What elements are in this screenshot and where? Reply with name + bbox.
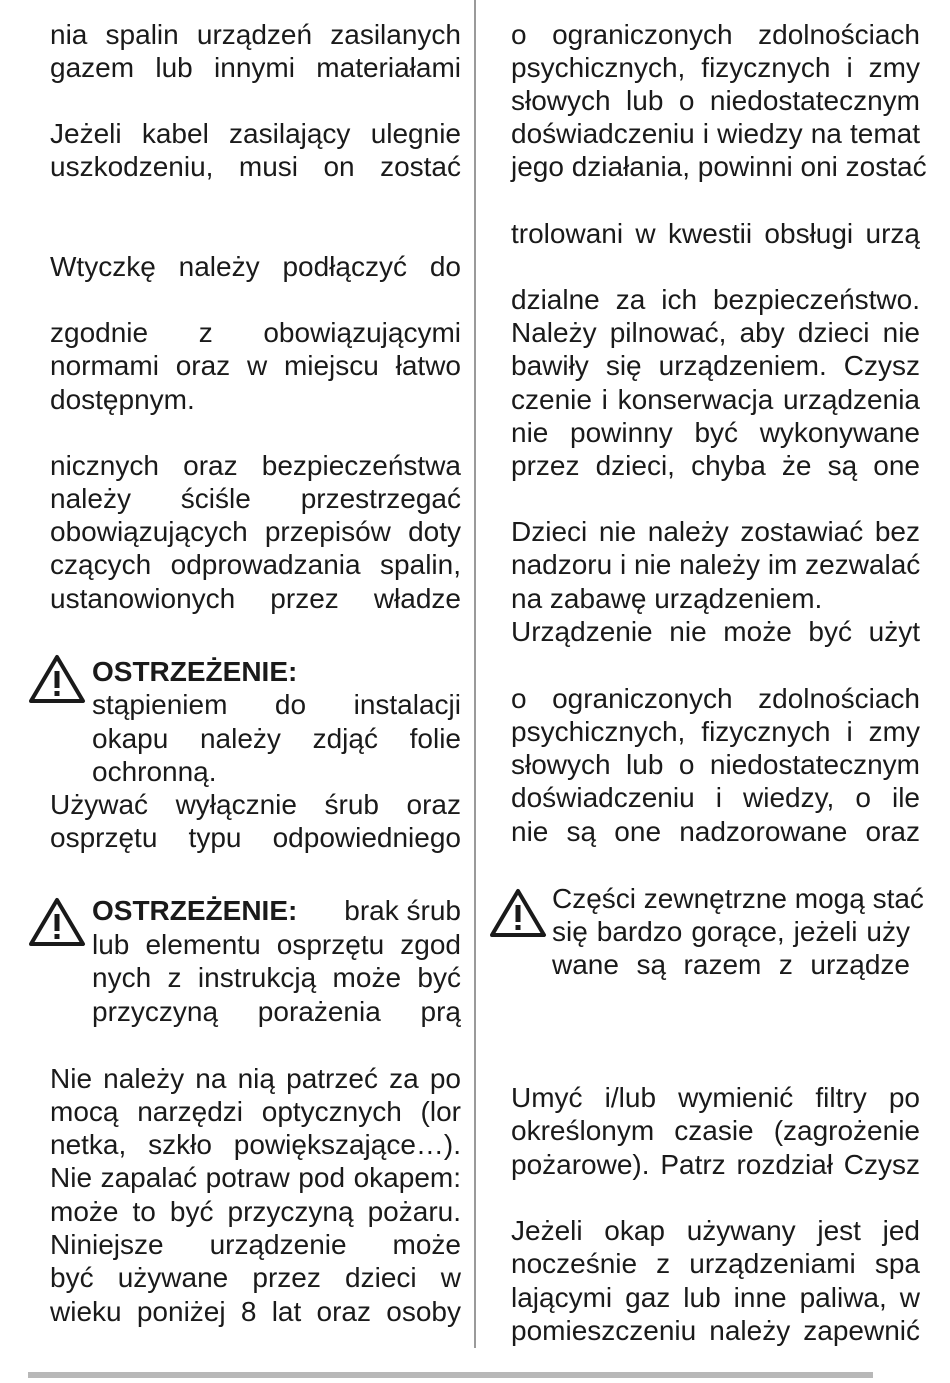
- text-line: należy ściśle przestrzegać: [50, 483, 461, 514]
- footer-rule: [28, 1372, 873, 1378]
- text-line: wane są razem z urządze: [552, 949, 910, 980]
- text-line: Należy pilnować, aby dzieci nie: [511, 317, 920, 348]
- text-line: stąpieniem do instalacji: [92, 689, 461, 720]
- text-fragment: brak śrub: [344, 895, 461, 926]
- text-line: jego działania, powinni oni zostać: [511, 151, 927, 182]
- text-line: Nie należy na nią patrzeć za po: [50, 1063, 461, 1094]
- text-line: nych z instrukcją może być: [92, 962, 461, 993]
- text-line: na zabawę urządzeniem.: [511, 583, 823, 614]
- text-line: dostępnym.: [50, 384, 195, 415]
- warning-triangle-icon: [28, 897, 86, 947]
- text-line: Jeżeli okap używany jest jed: [511, 1215, 920, 1246]
- warning-triangle-icon: [28, 654, 86, 704]
- text-line: słowych lub o niedostatecznym: [511, 749, 920, 780]
- text-line: uszkodzeniu, musi on zostać: [50, 151, 461, 182]
- text-line: ochronną.: [92, 756, 217, 787]
- text-line: o ograniczonych zdolnościach: [511, 19, 920, 50]
- text-line: trolowani w kwestii obsługi urzą: [511, 218, 920, 249]
- text-line: Używać wyłącznie śrub oraz: [50, 789, 461, 820]
- text-line: się bardzo gorące, jeżeli uży: [552, 916, 910, 947]
- text-line: nia spalin urządzeń zasilanych: [50, 19, 461, 50]
- text-line: pożarowe). Patrz rozdział Czysz: [511, 1149, 920, 1180]
- text-line: być używane przez dzieci w: [50, 1262, 461, 1293]
- text-line: Części zewnętrzne mogą stać: [552, 883, 924, 914]
- text-line: o ograniczonych zdolnościach: [511, 683, 920, 714]
- text-line: przyczyną porażenia prą: [92, 996, 461, 1027]
- text-line: psychicznych, fizycznych i zmy: [511, 716, 920, 747]
- text-line: doświadczeniu i wiedzy, o ile: [511, 782, 920, 813]
- text-line: nie powinny być wykonywane: [511, 417, 920, 448]
- text-line: Nie zapalać potraw pod okapem:: [50, 1162, 461, 1193]
- text-line: okapu należy zdjąć folie: [92, 723, 461, 754]
- text-line: nie są one nadzorowane oraz: [511, 816, 920, 847]
- text-line: wieku poniżej 8 lat oraz osoby: [50, 1296, 461, 1327]
- text-line: czenie i konserwacja urządzenia: [511, 384, 920, 415]
- text-line: obowiązujących przepisów doty: [50, 516, 461, 547]
- warning-line: [92, 894, 461, 927]
- text-line: Jeżeli kabel zasilający ulegnie: [50, 118, 461, 149]
- column-divider: [474, 0, 476, 1348]
- text-line: pomieszczeniu należy zapewnić: [511, 1315, 920, 1346]
- text-line: nocześnie z urządzeniami spa: [511, 1248, 920, 1279]
- text-line: lającymi gaz lub inne paliwa, w: [511, 1282, 920, 1313]
- text-line: słowych lub o niedostatecznym: [511, 85, 920, 116]
- text-line: czących odprowadzania spalin,: [50, 549, 461, 580]
- text-line: nadzoru i nie należy im zezwalać: [511, 549, 921, 580]
- text-line: Wtyczkę należy podłączyć do: [50, 251, 461, 282]
- text-line: psychicznych, fizycznych i zmy: [511, 52, 920, 83]
- text-line: ustanowionych przez władze: [50, 583, 461, 614]
- text-line: gazem lub innymi materiałami: [50, 52, 461, 83]
- text-line: bawiły się urządzeniem. Czysz: [511, 350, 920, 381]
- text-line: Umyć i/lub wymienić filtry po: [511, 1082, 920, 1113]
- text-line: Dzieci nie należy zostawiać bez: [511, 516, 920, 547]
- warning-heading: OSTRZEŻENIE:: [92, 656, 298, 687]
- text-line: zgodnie z obowiązującymi: [50, 317, 461, 348]
- text-line: netka, szkło powiększające…).: [50, 1129, 461, 1160]
- text-line: lub elementu osprzętu zgod: [92, 929, 461, 960]
- text-line: przez dzieci, chyba że są one: [511, 450, 920, 481]
- text-line: doświadczeniu i wiedzy na temat: [511, 118, 920, 149]
- text-line: może to być przyczyną pożaru.: [50, 1196, 461, 1227]
- text-line: normami oraz w miejscu łatwo: [50, 350, 461, 381]
- text-line: osprzętu typu odpowiedniego: [50, 822, 461, 853]
- text-line: określonym czasie (zagrożenie: [511, 1115, 920, 1146]
- text-line: nicznych oraz bezpieczeństwa: [50, 450, 461, 481]
- warning-heading: OSTRZEŻENIE:: [92, 895, 298, 926]
- text-line: Niniejsze urządzenie może: [50, 1229, 461, 1260]
- text-line: Urządzenie nie może być użyt: [511, 616, 920, 647]
- warning-triangle-icon: [489, 888, 547, 938]
- text-line: dzialne za ich bezpieczeństwo.: [511, 284, 920, 315]
- text-line: mocą narzędzi optycznych (lor: [50, 1096, 461, 1127]
